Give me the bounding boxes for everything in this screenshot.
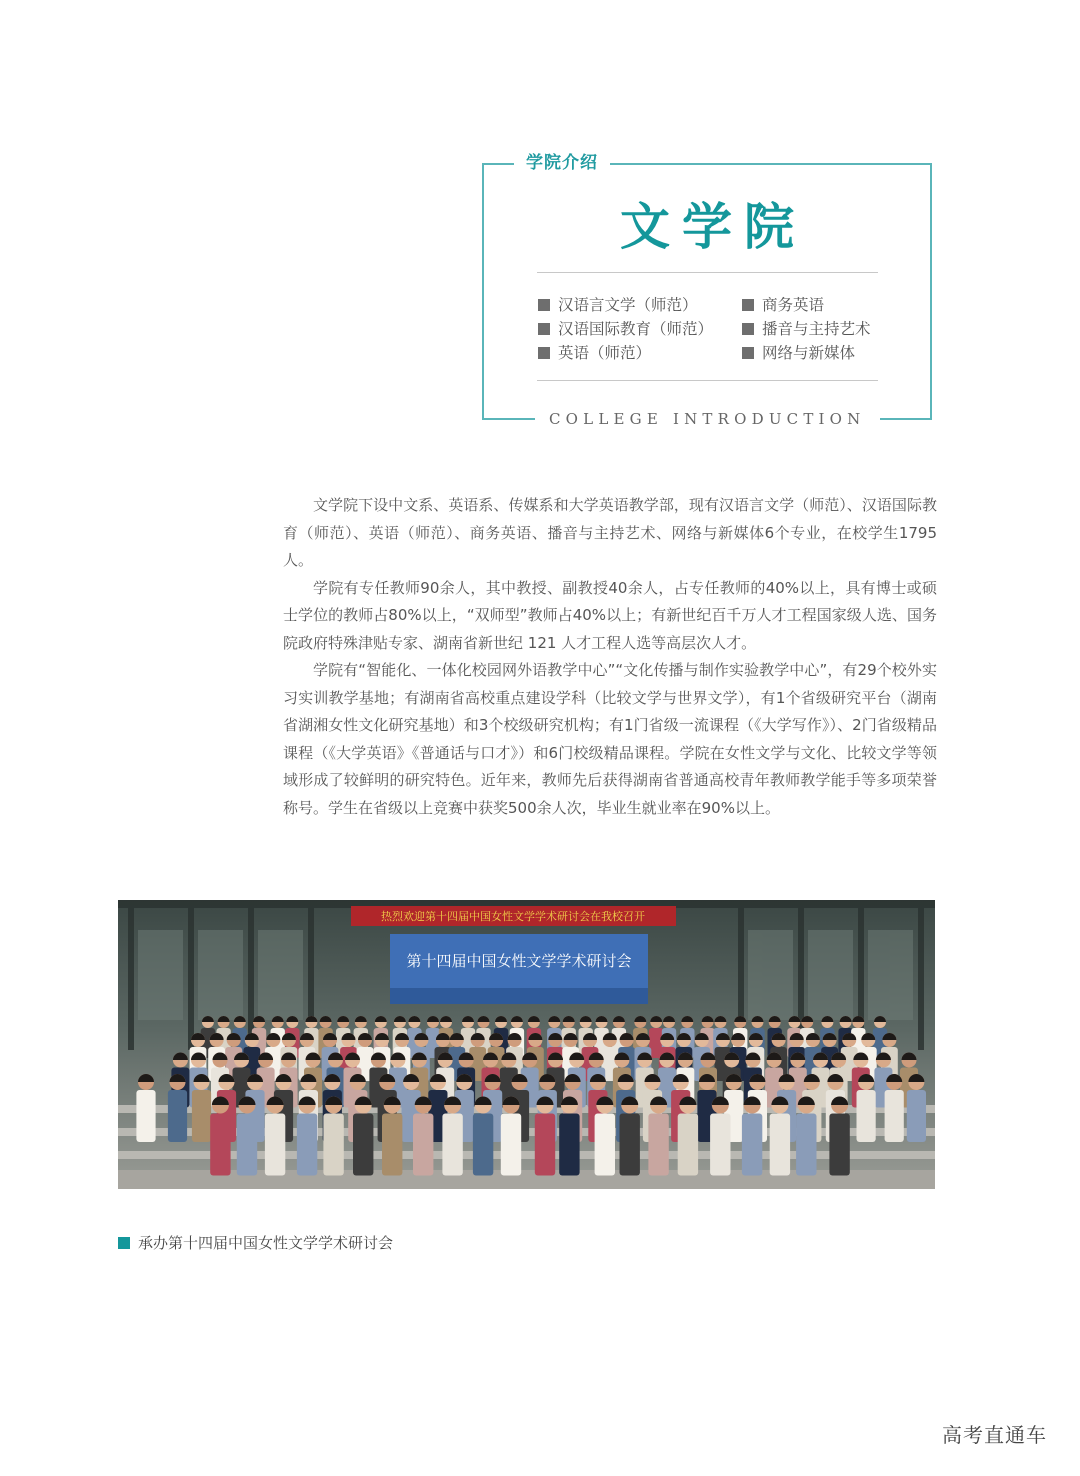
paragraph: 学院有“智能化、一体化校园网外语教学中心”“文化传播与制作实验教学中心”，有29个校外实习实训教学基地；有湖南省高校重点建设学科（比较文学与世界文学），有1个省级研究平台（湖南省湖湘女性文化研究基地）和3个校级研究机构；有1门省级一流课程（《大学写作》）、2门省级精品课程（《大学英语》《普通话与口才》）和6门校级精品课程。学院在女性文学与文化、比较文学等领域形成了较鲜明的研究特色。近年来，教师先后获得湖南省普通高校青年教师教学能手等多项荣誉称号。学生在省级以上竞赛中获奖500余人次，毕业生就业率在90%以上。 bbox=[283, 661, 937, 817]
intro-text bbox=[283, 492, 937, 822]
person-body bbox=[413, 1114, 433, 1176]
person-body bbox=[382, 1114, 402, 1176]
major-item bbox=[742, 293, 824, 317]
person-body bbox=[678, 1114, 698, 1176]
person-body bbox=[501, 1114, 521, 1176]
major-label: 汉语国际教育（师范） bbox=[558, 320, 714, 338]
divider-bottom bbox=[537, 380, 878, 381]
caption-text: 承办第十四届中国女性文学学术研讨会 bbox=[138, 1234, 394, 1252]
person-body bbox=[648, 1114, 668, 1176]
major-item bbox=[742, 317, 871, 341]
person-body bbox=[473, 1114, 493, 1176]
person-body bbox=[595, 1114, 615, 1176]
bullet-square-icon bbox=[538, 323, 550, 335]
person-body bbox=[535, 1114, 555, 1176]
person-body bbox=[168, 1090, 187, 1142]
bullet-square-icon bbox=[538, 299, 550, 311]
paragraph: 学院有专任教师90余人，其中教授、副教授40余人，占专任教师的40%以上，具有博士或硕士学位的教师占80%以上，“双师型”教师占40%以上；有新世纪百千万人才工程国家级人选、国务院政府特殊津贴专家、湖南省新世纪 121 人才工程人选等高层次人才。 bbox=[283, 578, 937, 652]
bullet-square-icon bbox=[742, 323, 754, 335]
person-body bbox=[857, 1090, 876, 1142]
person-body bbox=[323, 1114, 343, 1176]
major-item bbox=[538, 341, 651, 365]
major-label: 网络与新媒体 bbox=[762, 344, 856, 362]
watermark: 高考直通车 bbox=[942, 1423, 1047, 1447]
person-body bbox=[742, 1114, 762, 1176]
photo-caption bbox=[118, 1232, 393, 1254]
person-body bbox=[907, 1090, 926, 1142]
person-body bbox=[210, 1114, 230, 1176]
divider-top bbox=[537, 272, 878, 273]
group-photo bbox=[118, 900, 935, 1189]
person-body bbox=[770, 1114, 790, 1176]
major-label: 播音与主持艺术 bbox=[762, 320, 871, 338]
person-body bbox=[353, 1114, 373, 1176]
person-body bbox=[442, 1114, 462, 1176]
person-body bbox=[265, 1114, 285, 1176]
person-body bbox=[620, 1114, 640, 1176]
banner-text: 热烈欢迎第十四届中国女性文学学术研讨会在我校召开 bbox=[381, 910, 645, 923]
major-item bbox=[742, 341, 855, 365]
bullet-square-icon bbox=[742, 347, 754, 359]
major-item bbox=[538, 293, 698, 317]
major-label: 汉语言文学（师范） bbox=[558, 296, 698, 314]
paragraph: 文学院下设中文系、英语系、传媒系和大学英语教学部，现有汉语言文学（师范）、汉语国际教育（师范）、英语（师范）、商务英语、播音与主持艺术、网络与新媒体6个专业，在校学生1795人。 bbox=[283, 496, 937, 569]
college-title: 文学院 bbox=[620, 198, 806, 256]
caption-square-icon bbox=[118, 1237, 130, 1249]
person-body bbox=[710, 1114, 730, 1176]
major-label: 商务英语 bbox=[762, 296, 825, 314]
bullet-square-icon bbox=[538, 347, 550, 359]
person-body bbox=[136, 1090, 155, 1142]
major-item bbox=[538, 317, 713, 341]
bullet-square-icon bbox=[742, 299, 754, 311]
person-body bbox=[796, 1114, 816, 1176]
person-body bbox=[237, 1114, 257, 1176]
person-body bbox=[559, 1114, 579, 1176]
major-label: 英语（师范） bbox=[558, 344, 652, 362]
english-label: COLLEGE INTRODUCTION bbox=[535, 408, 880, 430]
person-body bbox=[297, 1114, 317, 1176]
backdrop-title: 第十四届中国女性文学学术研讨会 bbox=[406, 952, 632, 970]
person-body bbox=[885, 1090, 904, 1142]
person-body bbox=[192, 1090, 211, 1142]
person-body bbox=[829, 1114, 849, 1176]
section-label: 学院介绍 bbox=[514, 150, 610, 176]
